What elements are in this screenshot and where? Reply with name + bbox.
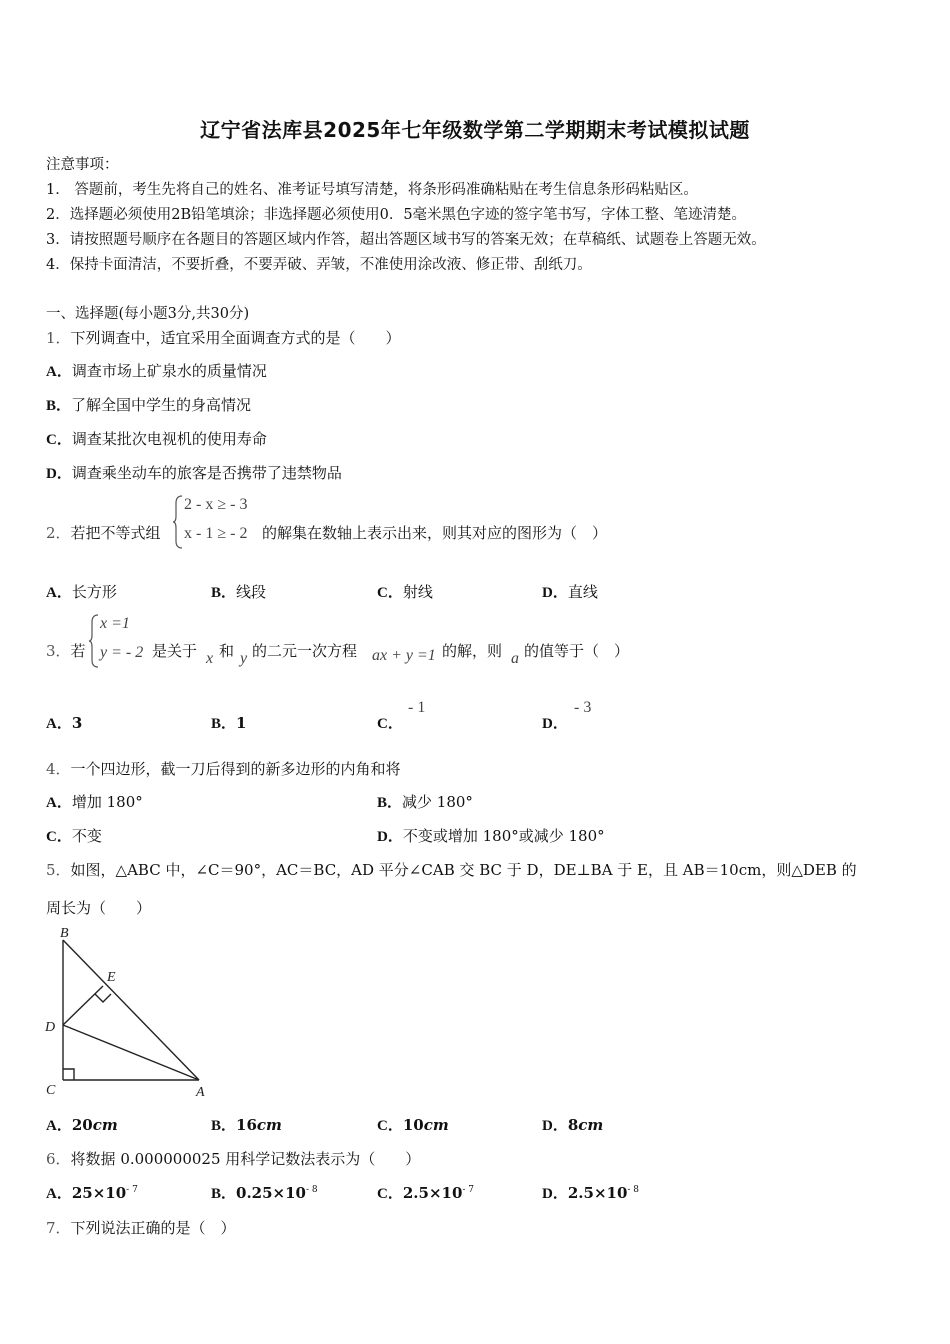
option-text: 调查乘坐动车的旅客是否携带了违禁物品 xyxy=(71,464,342,482)
inequality-line-1: 2 - x ≥ - 3 xyxy=(184,496,248,513)
question-4 xyxy=(46,758,401,779)
q5-option-d[interactable] xyxy=(542,1114,603,1135)
option-text: 调查市场上矿泉水的质量情况 xyxy=(71,362,267,380)
option-letter: D． xyxy=(542,1186,568,1202)
option-text: 线段 xyxy=(236,583,267,601)
equation: ax + y =1 xyxy=(372,647,436,664)
option-text: - 3 xyxy=(574,699,592,716)
q2-option-b[interactable] xyxy=(211,581,266,602)
question-5 xyxy=(46,859,857,880)
option-text: 减少 180° xyxy=(402,793,473,811)
question-2-pre xyxy=(46,522,161,543)
q4-option-d[interactable] xyxy=(377,825,605,846)
option-number: 16 xyxy=(236,1116,257,1134)
segment-de xyxy=(63,986,103,1025)
option-number: 10 xyxy=(402,1116,424,1134)
option-base: 25×10 xyxy=(71,1184,127,1202)
question-6 xyxy=(46,1148,420,1169)
option-letter: C． xyxy=(377,1118,403,1134)
option-unit: cm xyxy=(92,1116,118,1134)
system-line-2: y = - 2 xyxy=(100,644,144,661)
question-stem-pre: 若 xyxy=(70,642,86,660)
question-stem-and: 和 xyxy=(219,642,235,660)
label-d: D xyxy=(45,1020,56,1035)
notice-heading: 注意事项： xyxy=(46,157,119,173)
segment-ad xyxy=(63,1025,199,1080)
q5-option-b[interactable] xyxy=(211,1114,282,1135)
label-e: E xyxy=(107,970,116,985)
option-letter: B． xyxy=(46,398,72,414)
option-letter: A． xyxy=(46,1186,72,1202)
q1-option-d[interactable] xyxy=(46,462,342,483)
notice-item: 1． 答题前，考生先将自己的姓名、准考证号填写清楚，将条形码准确粘贴在考生信息条形码粘贴区。 xyxy=(46,182,698,198)
option-letter: A． xyxy=(46,716,72,732)
option-letter: C． xyxy=(377,1186,403,1202)
q5-option-a[interactable] xyxy=(46,1114,118,1135)
question-stem-continued: 周长为（ ） xyxy=(46,899,152,917)
option-letter: B． xyxy=(211,1118,237,1134)
option-letter: A． xyxy=(46,1118,72,1134)
option-letter: C． xyxy=(46,829,72,845)
inequality-line-2: x - 1 ≥ - 2 xyxy=(184,525,248,542)
q1-option-b[interactable] xyxy=(46,394,251,415)
option-text: 不变或增加 180°或减少 180° xyxy=(402,827,605,845)
notice-item: 4．保持卡面清洁，不要折叠，不要弄破、弄皱，不准使用涂改液、修正带、刮纸刀。 xyxy=(46,257,592,273)
question-1 xyxy=(46,327,401,348)
question-stem-mid: 的二元一次方程 xyxy=(252,642,358,660)
option-base: 2.5×10 xyxy=(402,1184,463,1202)
q6-option-d[interactable] xyxy=(542,1182,639,1203)
question-number: 6． xyxy=(46,1150,71,1168)
option-text: 射线 xyxy=(402,583,433,601)
option-letter: C． xyxy=(46,432,72,448)
left-brace-icon xyxy=(88,614,100,668)
option-exponent: - 7 xyxy=(462,1185,475,1195)
q3-option-b[interactable] xyxy=(211,712,246,733)
option-base: 0.25×10 xyxy=(236,1184,306,1202)
triangle-figure xyxy=(40,922,220,1100)
question-number: 5． xyxy=(46,861,71,879)
question-stem-mid: 是关于 xyxy=(152,642,198,660)
question-3-pre xyxy=(46,640,86,661)
q6-option-c[interactable] xyxy=(377,1182,474,1203)
option-letter: D． xyxy=(542,716,568,732)
option-letter: D． xyxy=(377,829,403,845)
option-letter: D． xyxy=(542,1118,568,1134)
variable-a: a xyxy=(511,650,519,667)
question-stem: 将数据 0.000000025 用科学记数法表示为（ ） xyxy=(70,1150,421,1168)
option-text: 3 xyxy=(71,714,83,732)
variable-y: y xyxy=(240,650,248,667)
q4-option-b[interactable] xyxy=(377,791,473,812)
question-stem-pre: 若把不等式组 xyxy=(70,524,161,542)
question-stem-post: 的值等于（ ） xyxy=(524,642,630,660)
label-c: C xyxy=(46,1083,56,1098)
q3-option-a[interactable] xyxy=(46,712,82,733)
option-text: 了解全国中学生的身高情况 xyxy=(71,396,252,414)
question-number: 1． xyxy=(46,329,71,347)
question-stem: 下列说法正确的是（ ） xyxy=(70,1219,236,1237)
section-heading: 一、选择题(每小题3分,共30分) xyxy=(46,306,250,322)
option-number: 20 xyxy=(71,1116,93,1134)
option-letter: A． xyxy=(46,585,72,601)
system-line-1: x =1 xyxy=(100,615,130,632)
option-text: 直线 xyxy=(567,583,598,601)
label-b: B xyxy=(60,926,69,941)
question-number: 2． xyxy=(46,524,71,542)
option-letter: A． xyxy=(46,364,72,380)
q2-option-c[interactable] xyxy=(377,581,433,602)
q6-option-b[interactable] xyxy=(211,1182,318,1203)
q5-option-c[interactable] xyxy=(377,1114,449,1135)
option-unit: cm xyxy=(423,1116,449,1134)
q2-option-a[interactable] xyxy=(46,581,117,602)
variable-x: x xyxy=(206,650,214,667)
option-base: 2.5×10 xyxy=(567,1184,628,1202)
option-letter: C． xyxy=(377,716,403,732)
notice-item: 3．请按照题号顺序在各题目的答题区域内作答，超出答题区域书写的答案无效；在草稿纸、试题卷上答题无效。 xyxy=(46,232,766,248)
option-letter: C． xyxy=(377,585,403,601)
label-a: A xyxy=(196,1085,205,1100)
question-7 xyxy=(46,1217,236,1238)
q4-option-c[interactable] xyxy=(46,825,102,846)
option-text: 调查某批次电视机的使用寿命 xyxy=(71,430,267,448)
option-number: 8 xyxy=(567,1116,579,1134)
question-stem: 如图，△ABC 中，∠C＝90°，AC＝BC，AD 平分∠CAB 交 BC 于 D，DE⊥BA 于 E，且 AB＝10cm，则△DEB 的 xyxy=(70,861,857,879)
option-letter: D． xyxy=(46,466,72,482)
question-stem: 下列调查中，适宜采用全面调查方式的是（ ） xyxy=(70,329,401,347)
question-number: 4． xyxy=(46,760,71,778)
q3-option-c[interactable] xyxy=(377,712,403,733)
q1-option-c[interactable] xyxy=(46,428,267,449)
q3-option-d[interactable] xyxy=(542,712,568,733)
option-exponent: - 7 xyxy=(126,1185,138,1195)
option-letter: B． xyxy=(211,1186,237,1202)
option-text: 增加 180° xyxy=(71,793,143,811)
question-stem-post: 的解集在数轴上表示出来，则其对应的图形为（ ） xyxy=(262,524,608,542)
q1-option-a[interactable] xyxy=(46,360,267,381)
q2-option-d[interactable] xyxy=(542,581,598,602)
option-unit: cm xyxy=(578,1116,604,1134)
option-unit: cm xyxy=(256,1116,282,1134)
notice-item: 2．选择题必须使用2B铅笔填涂；非选择题必须使用0．5毫米黑色字迹的签字笔书写，字体工整、笔迹清楚。 xyxy=(46,207,747,223)
question-number: 3． xyxy=(46,642,71,660)
option-exponent: - 8 xyxy=(306,1185,318,1195)
right-angle-mark-e xyxy=(95,994,111,1002)
right-angle-mark-c xyxy=(63,1069,74,1080)
q6-option-a[interactable] xyxy=(46,1182,138,1203)
left-brace-icon xyxy=(172,495,184,549)
option-text: 不变 xyxy=(71,827,102,845)
side-ab xyxy=(63,940,199,1080)
question-stem: 一个四边形，截一刀后得到的新多边形的内角和将 xyxy=(70,760,401,778)
option-letter: B． xyxy=(211,716,237,732)
option-text: - 1 xyxy=(408,699,426,716)
question-stem-mid: 的解，则 xyxy=(442,642,503,660)
option-text: 长方形 xyxy=(71,583,117,601)
question-number: 7． xyxy=(46,1219,71,1237)
option-text: 1 xyxy=(236,714,247,732)
option-letter: B． xyxy=(377,795,403,811)
option-letter: B． xyxy=(211,585,237,601)
option-letter: A． xyxy=(46,795,72,811)
option-exponent: - 8 xyxy=(627,1185,640,1195)
q4-option-a[interactable] xyxy=(46,791,143,812)
option-letter: D． xyxy=(542,585,568,601)
page-title: 辽宁省法库县2025年七年级数学第二学期期末考试模拟试题 xyxy=(200,118,750,142)
